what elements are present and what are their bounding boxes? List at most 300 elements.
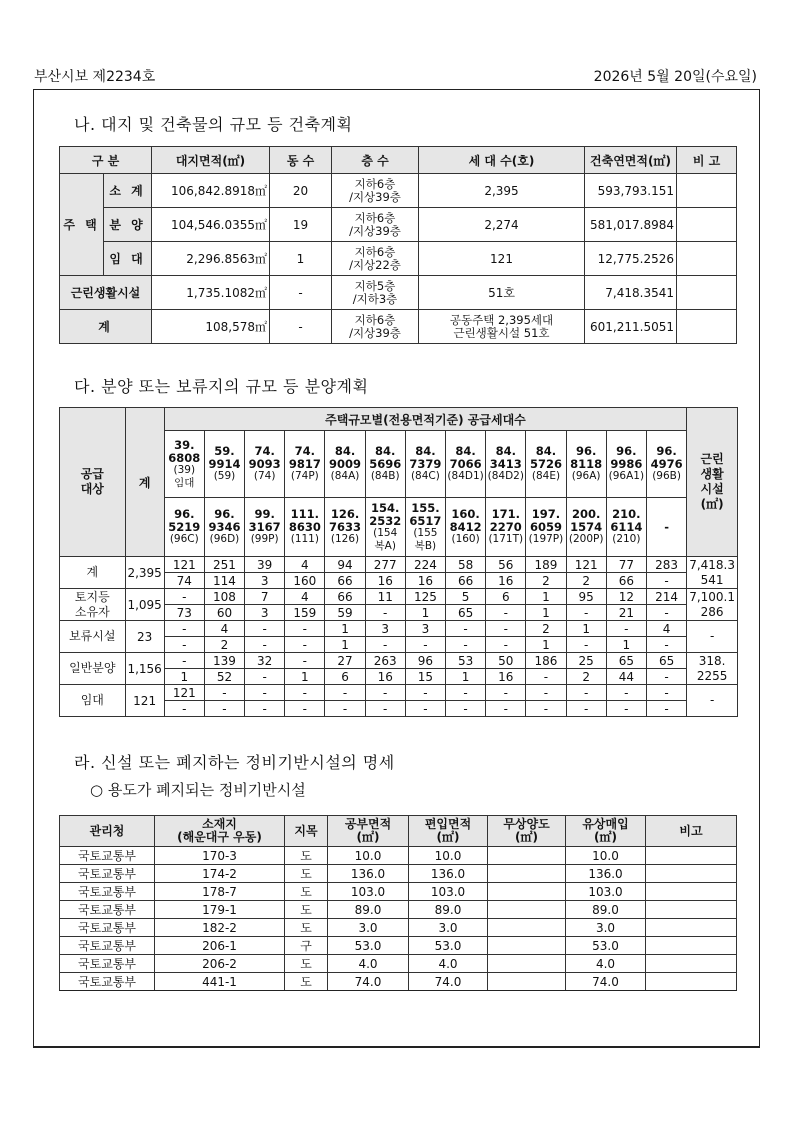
note-cell [677,174,737,208]
unit-type-cell [606,431,646,498]
unit-type-cell [325,498,365,557]
incorporated-area-cell: 89.0 [409,901,488,919]
unit-count-cell: - [526,685,566,701]
unit-count-cell: - [606,685,646,701]
unit-size: 96. 8118 [570,444,603,471]
unit-count-cell: - [365,605,405,621]
unit-type-code: (84D2) [487,470,524,483]
note-cell [646,865,737,883]
unit-count-cell: 77 [606,557,646,573]
unit-type-code: (171T) [488,533,524,546]
supply-total-cell: 1,156 [125,653,164,685]
unit-count-cell: 224 [405,557,445,573]
unit-count-cell: 59 [325,605,365,621]
header-units: 세 대 수(호) [419,147,585,174]
table-row [60,653,738,669]
unit-type-cell [646,431,686,498]
land-category-cell: 도 [285,919,328,937]
unit-type-code: (96A) [571,470,601,483]
unit-count-cell: - [204,701,244,717]
paid-purchase-cell: 89.0 [566,901,646,919]
unit-count-cell: - [245,685,285,701]
buildings-cell: - [270,276,332,310]
table-row [60,557,738,573]
unit-count-cell: 1 [446,669,486,685]
unit-count-cell: 16 [405,573,445,589]
unit-count-cell: 44 [606,669,646,685]
unit-type-code: (200P) [568,533,604,546]
unit-count-cell: 27 [325,653,365,669]
supply-target-label: 계 [60,557,126,589]
unit-type-cell [566,498,606,557]
header-buildings: 동 수 [270,147,332,174]
unit-type-code: (84D1) [447,470,484,483]
land-category-cell: 구 [285,937,328,955]
building-plan-table [59,146,737,344]
land-category-cell: 도 [285,883,328,901]
free-transfer-cell [488,865,566,883]
header-unit-size-group: 주택규모별(전용면적기준) 공급세대수 [164,408,687,431]
unit-count-cell: - [325,701,365,717]
note-cell [646,883,737,901]
table-row [60,847,737,865]
paid-purchase-cell: 3.0 [566,919,646,937]
unit-type-cell [606,498,646,557]
unit-size: 154. 2532 [369,501,402,528]
header-location: 소재지 (해운대구 우동) [155,816,285,847]
registered-area-cell: 3.0 [328,919,409,937]
floors-cell: 지하5층 /지하3층 [332,276,419,310]
location-cell: 174-2 [155,865,285,883]
unit-type-cell [646,498,686,557]
unit-type-cell [566,431,606,498]
location-cell: 206-2 [155,955,285,973]
unit-size: 200. 1574 [570,507,603,534]
unit-count-cell: 66 [325,589,365,605]
unit-count-cell: - [526,701,566,717]
table-row [60,973,737,991]
unit-type-code: (96B) [652,470,681,483]
unit-type-code: (160) [451,533,480,546]
unit-count-cell: 4 [646,621,686,637]
supply-total-cell: 2,395 [125,557,164,589]
unit-count-cell: - [204,685,244,701]
supply-total-cell: 1,095 [125,589,164,621]
unit-size: 74. 9817 [288,444,321,471]
buildings-cell: 1 [270,242,332,276]
unit-count-cell: 15 [405,669,445,685]
unit-count-cell: 16 [365,573,405,589]
table-row [60,208,737,242]
note-cell [646,919,737,937]
table-row [60,865,737,883]
unit-type-cell [325,431,365,498]
units-cell: 공동주택 2,395세대 근린생활시설 51호 [419,310,585,344]
note-cell [677,242,737,276]
floors-cell: 지하6층 /지상39층 [332,310,419,344]
unit-count-cell: - [245,669,285,685]
supply-target-label: 보류시설 [60,621,126,653]
header-gross-floor-area: 건축연면적(㎡) [585,147,677,174]
unit-count-cell: 66 [325,573,365,589]
buildings-cell: 19 [270,208,332,242]
unit-count-cell: 277 [365,557,405,573]
unit-count-cell: 114 [204,573,244,589]
unit-type-code: (74) [253,470,276,483]
table-row [60,955,737,973]
retail-area-cell: 318. 2255 [687,653,738,685]
unit-type-code: (96C) [169,533,199,546]
unit-count-cell: - [646,685,686,701]
retail-area-cell: 7,100.1 286 [687,589,738,621]
unit-count-cell: 283 [646,557,686,573]
unit-count-cell: - [245,637,285,653]
note-cell [646,937,737,955]
row-label: 소 계 [104,174,152,208]
gfa-cell: 601,211.5051 [585,310,677,344]
units-cell: 121 [419,242,585,276]
unit-type-code: (126) [330,533,360,546]
unit-count-cell: - [164,621,204,637]
registered-area-cell: 89.0 [328,901,409,919]
unit-type-code: (210) [612,533,641,546]
unit-type-cell [204,431,244,498]
unit-count-cell: - [405,701,445,717]
row-label: 분 양 [104,208,152,242]
location-cell: 182-2 [155,919,285,937]
paid-purchase-cell: 53.0 [566,937,646,955]
supply-target-label: 일반분양 [60,653,126,685]
floors-cell: 지하6층 /지상39층 [332,208,419,242]
unit-type-cell [245,431,285,498]
unit-count-cell: - [365,685,405,701]
unit-count-cell: 5 [446,589,486,605]
gfa-cell: 7,418.3541 [585,276,677,310]
paid-purchase-cell: 74.0 [566,973,646,991]
units-cell: 2,395 [419,174,585,208]
header-note: 비 고 [677,147,737,174]
paid-purchase-cell: 136.0 [566,865,646,883]
registered-area-cell: 74.0 [328,973,409,991]
paid-purchase-cell: 4.0 [566,955,646,973]
row-label: 근린생활시설 [60,276,152,310]
unit-count-cell: 12 [606,589,646,605]
land-category-cell: 도 [285,847,328,865]
row-label: 계 [60,310,152,344]
note-cell [677,310,737,344]
unit-size: 84. 9009 [329,444,362,471]
unit-count-cell: 32 [245,653,285,669]
unit-type-cell [285,498,325,557]
table-row [60,901,737,919]
unit-count-cell: 4 [204,621,244,637]
land-category-cell: 도 [285,901,328,919]
unit-count-cell: - [486,701,526,717]
unit-size: 74. 9093 [248,444,281,471]
table-row [60,310,737,344]
unit-count-cell: - [285,685,325,701]
unit-size: 96. 5219 [168,507,201,534]
header-registered-area: 공부면적 (㎡) [328,816,409,847]
unit-type-cell [405,498,445,557]
unit-type-cell [365,498,405,557]
table-row [60,919,737,937]
site-area-cell: 108,578㎡ [152,310,270,344]
note-cell [646,973,737,991]
table-row [60,685,738,701]
free-transfer-cell [488,919,566,937]
unit-count-cell: 125 [405,589,445,605]
housing-group-label: 주 택 [60,174,104,276]
unit-count-cell: 1 [405,605,445,621]
unit-type-cell [285,431,325,498]
unit-count-cell: - [285,701,325,717]
unit-count-cell: 1 [325,621,365,637]
floors-cell: 지하6층 /지상22층 [332,242,419,276]
unit-count-cell: 16 [486,573,526,589]
header-total: 계 [125,408,164,557]
table-row [60,621,738,637]
retail-area-cell: 7,418.3 541 [687,557,738,589]
unit-count-cell: 186 [526,653,566,669]
free-transfer-cell [488,901,566,919]
header-supply-target: 공급 대상 [60,408,126,557]
unit-count-cell: - [164,589,204,605]
unit-count-cell: 1 [164,669,204,685]
header-incorporated-area: 편입면적 (㎡) [409,816,488,847]
registered-area-cell: 4.0 [328,955,409,973]
unit-type-cell [365,431,405,498]
unit-count-cell: 52 [204,669,244,685]
unit-count-cell: 214 [646,589,686,605]
header-site-area: 대지면적(㎡) [152,147,270,174]
location-cell: 206-1 [155,937,285,955]
table-row [60,276,737,310]
authority-cell: 국토교통부 [60,883,155,901]
site-area-cell: 104,546.0355㎡ [152,208,270,242]
unit-count-cell: 53 [446,653,486,669]
unit-count-cell: 159 [285,605,325,621]
unit-count-cell: - [646,669,686,685]
unit-count-cell: - [365,701,405,717]
unit-type-cell [526,498,566,557]
unit-type-code: (59) [213,470,236,483]
unit-count-cell: - [606,621,646,637]
unit-size: 126. 7633 [329,507,362,534]
unit-count-cell: - [405,637,445,653]
unit-count-cell: 2 [566,669,606,685]
authority-cell: 국토교통부 [60,865,155,883]
unit-size: 84. 5726 [529,444,562,471]
incorporated-area-cell: 4.0 [409,955,488,973]
note-cell [646,847,737,865]
unit-count-cell: - [285,621,325,637]
table-row [60,242,737,276]
header-category: 구 분 [60,147,152,174]
registered-area-cell: 103.0 [328,883,409,901]
gfa-cell: 593,793.151 [585,174,677,208]
unit-count-cell: 121 [164,685,204,701]
unit-count-cell: 2 [526,621,566,637]
header-land-category: 지목 [285,816,328,847]
supply-plan-table [59,407,738,717]
header-note: 비고 [646,816,737,847]
table-row [60,589,738,605]
unit-count-cell: 65 [446,605,486,621]
unit-count-cell: 96 [405,653,445,669]
unit-count-cell: 1 [566,621,606,637]
header-retail-area: 근린 생활 시설 (㎡) [687,408,738,557]
unit-size: 160. 8412 [449,507,482,534]
unit-count-cell: - [646,573,686,589]
incorporated-area-cell: 10.0 [409,847,488,865]
unit-count-cell: 94 [325,557,365,573]
free-transfer-cell [488,973,566,991]
unit-count-cell: 74 [164,573,204,589]
paid-purchase-cell: 10.0 [566,847,646,865]
floors-cell: 지하6층 /지상39층 [332,174,419,208]
supply-header-row [60,408,738,431]
unit-count-cell: 189 [526,557,566,573]
retail-area-cell: - [687,685,738,717]
supply-target-label: 토지등 소유자 [60,589,126,621]
unit-size: 96. 4976 [650,444,683,471]
unit-size: 39. 6808 [168,438,201,465]
land-category-cell: 도 [285,973,328,991]
unit-size: 96. 9346 [208,507,241,534]
unit-count-cell: - [486,685,526,701]
unit-size: 59. 9914 [208,444,241,471]
unit-count-cell: - [526,669,566,685]
table-row [60,174,737,208]
unit-count-cell: 65 [646,653,686,669]
building-plan-header-row [60,147,737,174]
buildings-cell: - [270,310,332,344]
unit-count-cell: - [446,621,486,637]
unit-count-cell: 1 [606,637,646,653]
unit-count-cell: - [606,701,646,717]
unit-count-cell: - [446,701,486,717]
unit-count-cell: - [285,637,325,653]
unit-count-cell: 65 [606,653,646,669]
unit-count-cell: 263 [365,653,405,669]
unit-count-cell: 1 [526,589,566,605]
unit-size: - [664,519,669,534]
unit-type-cell [446,498,486,557]
unit-count-cell: - [164,701,204,717]
unit-type-cell [486,498,526,557]
unit-type-code: (84A) [330,470,360,483]
unit-size: 84. 7379 [409,444,442,471]
location-cell: 179-1 [155,901,285,919]
unit-size: 84. 5696 [369,444,402,471]
table-row [60,937,737,955]
unit-size: 99. 3167 [248,507,281,534]
free-transfer-cell [488,955,566,973]
section-title-infrastructure: 라. 신설 또는 폐지하는 정비기반시설의 명세 [74,753,395,772]
unit-type-code: (84C) [410,470,440,483]
unit-count-cell: 139 [204,653,244,669]
unit-count-cell: - [245,621,285,637]
gfa-cell: 12,775.2526 [585,242,677,276]
unit-type-cell [204,498,244,557]
location-cell: 178-7 [155,883,285,901]
unit-size: 111. 8630 [288,507,321,534]
unit-count-cell: - [486,605,526,621]
unit-count-cell: - [365,637,405,653]
header-paid-purchase: 유상매입 (㎡) [566,816,646,847]
incorporated-area-cell: 53.0 [409,937,488,955]
note-cell [677,208,737,242]
bulletin-date: 2026년 5월 20일(수요일) [593,69,757,85]
unit-count-cell: 1 [526,637,566,653]
unit-count-cell: 6 [486,589,526,605]
unit-count-cell: 25 [566,653,606,669]
unit-count-cell: - [486,621,526,637]
unit-count-cell: - [566,637,606,653]
unit-count-cell: 4 [285,557,325,573]
incorporated-area-cell: 74.0 [409,973,488,991]
unit-count-cell: 3 [245,573,285,589]
unit-type-code: (74P) [290,470,319,483]
supply-total-cell: 121 [125,685,164,717]
unit-count-cell: - [646,605,686,621]
unit-count-cell: 4 [285,589,325,605]
unit-count-cell: - [405,685,445,701]
unit-type-code: (155 복B) [413,527,438,552]
unit-count-cell: - [164,653,204,669]
unit-count-cell: 11 [365,589,405,605]
unit-type-cell [526,431,566,498]
unit-count-cell: 3 [405,621,445,637]
retail-area-cell: - [687,621,738,653]
row-label: 임 대 [104,242,152,276]
registered-area-cell: 136.0 [328,865,409,883]
incorporated-area-cell: 103.0 [409,883,488,901]
free-transfer-cell [488,937,566,955]
unit-count-cell: 39 [245,557,285,573]
unit-type-code: (96A1) [608,470,645,483]
unit-size: 84. 3413 [489,444,522,471]
authority-cell: 국토교통부 [60,901,155,919]
unit-type-code: (111) [290,533,319,546]
unit-size: 84. 7066 [449,444,482,471]
unit-count-cell: 1 [526,605,566,621]
unit-count-cell: 121 [566,557,606,573]
authority-cell: 국토교통부 [60,937,155,955]
unit-count-cell: 7 [245,589,285,605]
unit-count-cell: 66 [606,573,646,589]
unit-type-cell [446,431,486,498]
header-floors: 층 수 [332,147,419,174]
authority-cell: 국토교통부 [60,973,155,991]
units-cell: 51호 [419,276,585,310]
unit-type-cell [486,431,526,498]
unit-type-cell [405,431,445,498]
unit-count-cell: 3 [365,621,405,637]
unit-count-cell: 3 [245,605,285,621]
incorporated-area-cell: 3.0 [409,919,488,937]
authority-cell: 국토교통부 [60,919,155,937]
abolished-infrastructure-table [59,815,737,991]
unit-size: 210. 6114 [610,507,643,534]
unit-count-cell: - [566,685,606,701]
supply-target-label: 임대 [60,685,126,717]
unit-count-cell: 108 [204,589,244,605]
unit-count-cell: 56 [486,557,526,573]
buildings-cell: 20 [270,174,332,208]
authority-cell: 국토교통부 [60,847,155,865]
